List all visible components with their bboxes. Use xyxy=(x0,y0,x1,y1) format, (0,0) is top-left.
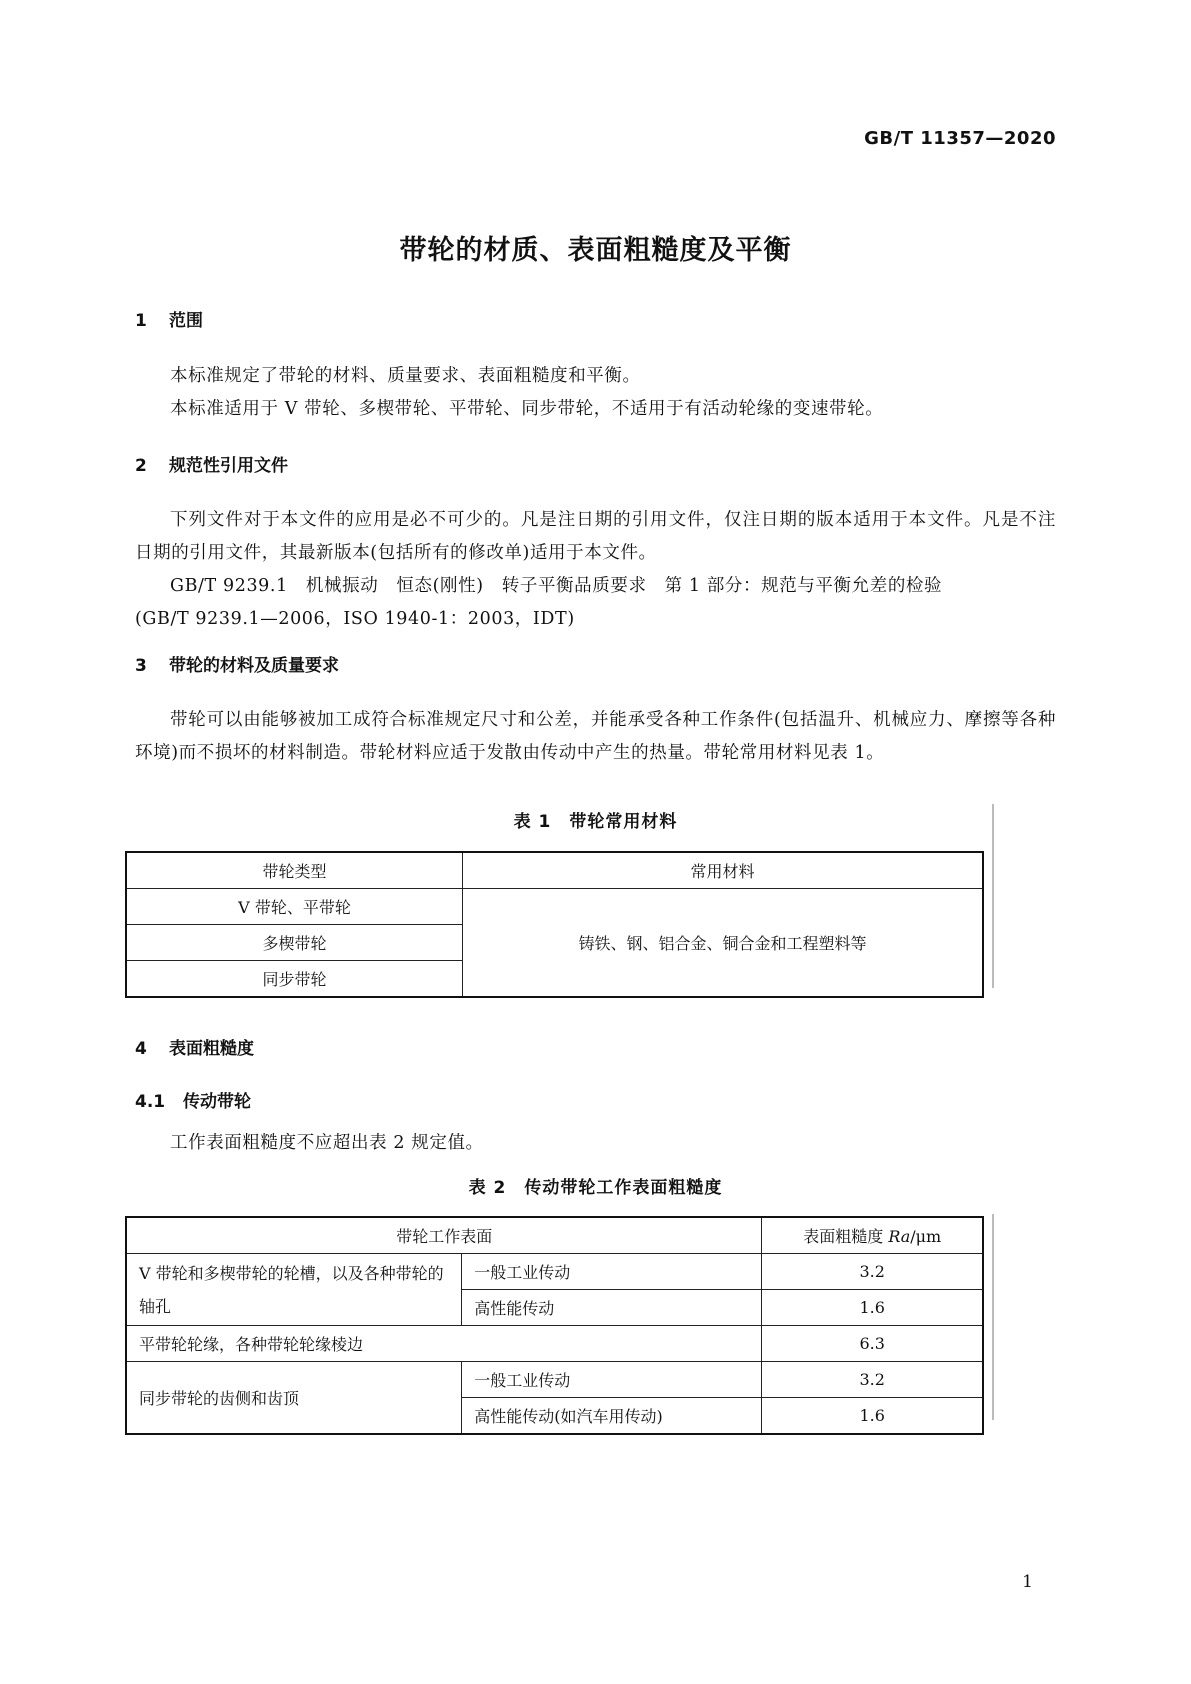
table-2 xyxy=(125,1216,984,1435)
table-cell: 一般工业传动 xyxy=(462,1362,762,1398)
reference-line: GB/T 9239.1 机械振动 恒态(刚性) 转子平衡品质要求 第 1 部分：规范与平衡允差的检验 xyxy=(170,576,943,596)
table-cell: V 带轮和多楔带轮的轮槽，以及各种带轮的轴孔 xyxy=(126,1254,462,1326)
section-title: 传动带轮 xyxy=(183,1092,251,1112)
paragraph: 带轮可以由能够被加工成符合标准规定尺寸和公差，并能承受各种工作条件(包括温升、机械应力、摩擦等各种环境)而不损坏的材料制造。带轮材料应适于发散由传动中产生的热量。带轮常用材料见表 1。 xyxy=(135,710,1056,763)
table-cell: 6.3 xyxy=(762,1326,983,1362)
section-1-body xyxy=(135,360,1056,426)
table-1 xyxy=(125,851,984,998)
ra-header-symbol: Ra xyxy=(888,1227,911,1246)
page-number: 1 xyxy=(1022,1572,1033,1592)
table-cell: 多楔带轮 xyxy=(126,925,463,961)
section-title: 带轮的材料及质量要求 xyxy=(169,656,339,676)
section-number: 2 xyxy=(135,456,147,476)
table-header xyxy=(762,1217,983,1254)
section-1-heading xyxy=(135,306,203,331)
ra-header-prefix: 表面粗糙度 xyxy=(803,1227,889,1246)
section-4-1-body xyxy=(135,1127,1056,1160)
margin-rule xyxy=(992,804,994,988)
paragraph: 本标准适用于 V 带轮、多楔带轮、平带轮、同步带轮，不适用于有活动轮缘的变速带轮。 xyxy=(170,399,884,419)
standard-number: GB/T 11357—2020 xyxy=(864,128,1056,149)
page-title: 带轮的材质、表面粗糙度及平衡 xyxy=(399,235,792,266)
table-cell: 3.2 xyxy=(762,1254,983,1290)
margin-rule xyxy=(992,1214,994,1420)
section-number: 4.1 xyxy=(135,1092,166,1112)
paragraph: 工作表面粗糙度不应超出表 2 规定值。 xyxy=(170,1133,484,1153)
table-cell: 高性能传动 xyxy=(462,1290,762,1326)
table-cell: 3.2 xyxy=(762,1362,983,1398)
reference-line: (GB/T 9239.1—2006，ISO 1940-1：2003，IDT) xyxy=(135,609,575,629)
table-header: 常用材料 xyxy=(463,852,984,889)
table-cell: 1.6 xyxy=(762,1290,983,1326)
section-number: 3 xyxy=(135,656,147,676)
table-cell: 同步带轮的齿侧和齿顶 xyxy=(126,1362,462,1435)
table-1-caption: 表 1 带轮常用材料 xyxy=(513,812,678,832)
section-3-heading xyxy=(135,651,339,676)
table-cell: 平带轮轮缘，各种带轮轮缘棱边 xyxy=(126,1326,762,1362)
table-cell: 高性能传动(如汽车用传动) xyxy=(462,1398,762,1435)
section-title: 范围 xyxy=(169,311,203,331)
section-2-heading xyxy=(135,451,288,476)
section-4-1-heading xyxy=(135,1087,251,1112)
ra-header-unit: /μm xyxy=(910,1227,942,1246)
table-header: 带轮工作表面 xyxy=(126,1217,762,1254)
table-cell: 同步带轮 xyxy=(126,961,463,998)
table-cell: 铸铁、钢、铝合金、铜合金和工程塑料等 xyxy=(463,889,984,998)
section-3-body xyxy=(135,704,1056,770)
paragraph: 下列文件对于本文件的应用是必不可少的。凡是注日期的引用文件，仅注日期的版本适用于本文件。凡是不注日期的引用文件，其最新版本(包括所有的修改单)适用于本文件。 xyxy=(135,510,1056,563)
section-2-body xyxy=(135,504,1056,636)
section-4-heading xyxy=(135,1034,254,1059)
table-header: 带轮类型 xyxy=(126,852,463,889)
section-number: 4 xyxy=(135,1039,147,1059)
section-title: 表面粗糙度 xyxy=(169,1039,254,1059)
table-cell: V 带轮、平带轮 xyxy=(126,889,463,925)
table-cell: 一般工业传动 xyxy=(462,1254,762,1290)
table-cell: 1.6 xyxy=(762,1398,983,1435)
table-2-caption: 表 2 传动带轮工作表面粗糙度 xyxy=(468,1178,723,1198)
paragraph: 本标准规定了带轮的材料、质量要求、表面粗糙度和平衡。 xyxy=(170,366,641,386)
section-number: 1 xyxy=(135,311,147,331)
section-title: 规范性引用文件 xyxy=(169,456,288,476)
